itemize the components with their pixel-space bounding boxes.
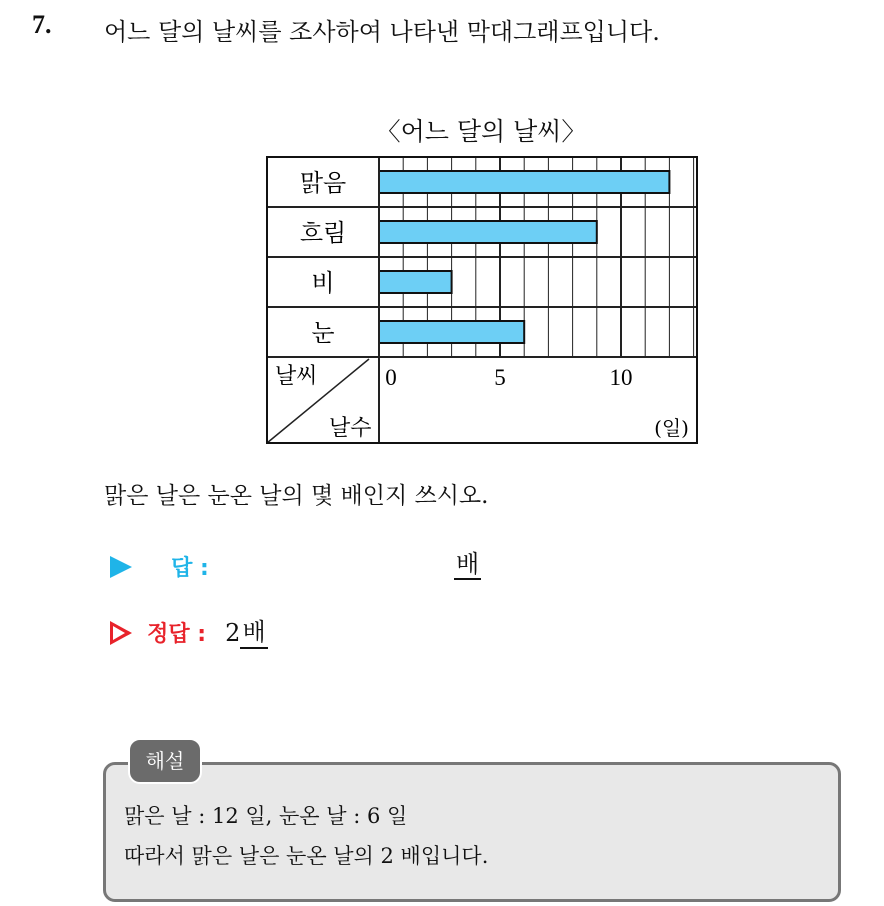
bar-비 <box>379 271 452 293</box>
correct-label: 정답 : <box>147 622 207 647</box>
correct-value: 2 <box>225 618 241 647</box>
category-label: 눈 <box>311 319 335 347</box>
answer-row <box>110 550 480 585</box>
corner-bottom-label: 날수 <box>329 416 372 441</box>
category-label: 맑음 <box>299 169 347 197</box>
chart-border <box>267 157 697 443</box>
bar-맑음 <box>379 171 669 193</box>
answer-unit[interactable]: 배 <box>454 551 481 580</box>
explanation-box <box>103 762 841 902</box>
explanation-tag: 해설 <box>128 738 202 784</box>
tick-label: 10 <box>609 365 633 390</box>
correct-row <box>110 617 268 648</box>
category-label: 흐림 <box>299 219 347 247</box>
answer-label: 답 : <box>171 556 209 581</box>
weather-bar-chart <box>266 156 698 444</box>
category-label: 비 <box>311 269 335 297</box>
explanation-line-2: 따라서 맑은 날은 눈온 날의 2 배입니다. <box>124 844 489 868</box>
question-text: 어느 달의 날씨를 조사하여 나타낸 막대그래프입니다. <box>104 18 660 46</box>
bar-눈 <box>379 321 524 343</box>
correct-unit: 배 <box>240 618 267 649</box>
answer-arrow-icon <box>110 556 132 578</box>
correct-arrow-icon <box>110 621 132 645</box>
explanation-line-1: 맑은 날 : 12 일, 눈온 날 : 6 일 <box>124 804 408 828</box>
unit-label: (일) <box>654 416 689 440</box>
sub-question: 맑은 날은 눈온 날의 몇 배인지 쓰시오. <box>104 483 489 509</box>
corner-top-label: 날씨 <box>275 364 318 389</box>
tick-label: 0 <box>385 365 397 390</box>
tick-label: 5 <box>494 365 506 390</box>
chart-title: 〈어느 달의 날씨〉 <box>375 117 587 146</box>
question-number: 7. <box>32 10 52 39</box>
bar-흐림 <box>379 221 597 243</box>
